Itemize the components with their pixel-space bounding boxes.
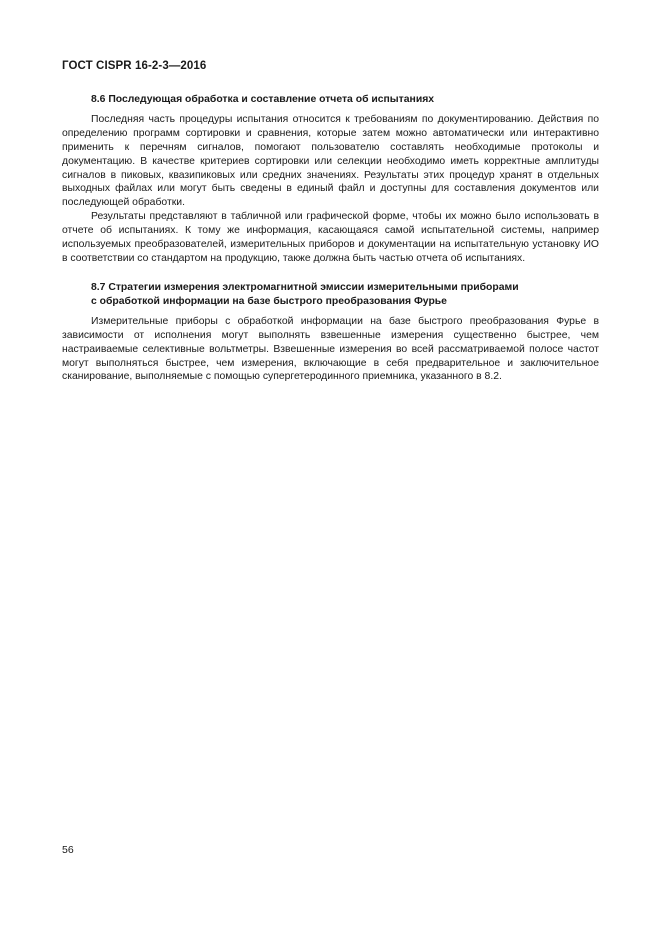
paragraph: Последняя часть процедуры испытания относится к требованиям по документированию. Действия по определению программ сортировки и сравнения, которые затем можно автоматически или интерактивно применить к перечням сигналов, помогают пользователю составлять необходимые протоколы и документацию. В качестве критериев сортировки или селекции необходимо иметь корректные амплитуды сигналов в пиковых, квазипиковых или средних значениях. Результаты этих процедур хранят в отдельных выходных файлах или могут быть сведены в единый файл и доступны для составления документов или последующей обработки. bbox=[62, 113, 599, 209]
section-heading bbox=[62, 281, 599, 309]
section-8-6 bbox=[62, 93, 599, 266]
page-number: 56 bbox=[62, 844, 74, 856]
paragraph: Измерительные приборы с обработкой информации на базе быстрого преобразования Фурье в зависимости от исполнения могут выполнять взвешенные измерения существенно быстрее, чем настраиваемые селективные вольтметры. Взвешенные измерения во всей рассматриваемой полосе частот могут выполняться быстрее, чем измерения, включающие в себя предварительное и заключительное сканирование, выполняемые с помощью супергетеродинного приемника, указанного в 8.2. bbox=[62, 315, 599, 383]
section-8-7 bbox=[62, 281, 599, 384]
section-heading-line: 8.7 Стратегии измерения электромагнитной эмиссии измерительными приборами bbox=[91, 282, 519, 293]
section-heading: 8.6 Последующая обработка и составление отчета об испытаниях bbox=[91, 94, 435, 105]
paragraph: Результаты представляют в табличной или графической форме, чтобы их можно было использовать в отчете об испытаниях. К тому же информация, касающаяся самой испытательной системы, например используемых преобразователей, измерительных приборов и документации на испытательную установку ИО в соответствии со стандартом на продукцию, также должна быть частью отчета об испытаниях. bbox=[62, 211, 599, 264]
section-heading-line: с обработкой информации на базе быстрого преобразования Фурье bbox=[91, 295, 447, 307]
document-header: ГОСТ CISPR 16-2-3—2016 bbox=[62, 60, 207, 72]
